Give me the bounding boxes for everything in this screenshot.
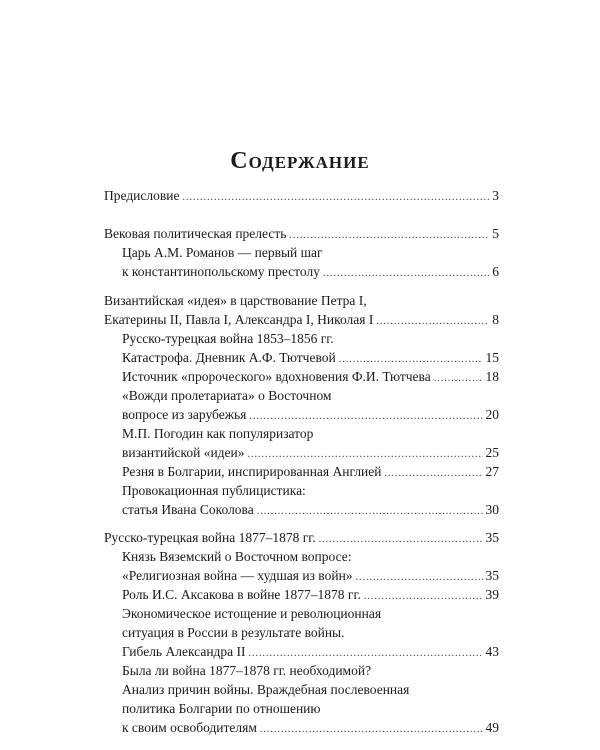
toc-subentry[interactable] <box>122 623 499 643</box>
toc-entry-text: Предисловие <box>104 188 180 203</box>
toc-entry-text: Гибель Александра II <box>122 644 246 659</box>
toc-subentry[interactable] <box>122 348 499 368</box>
toc-subentry[interactable] <box>122 329 499 349</box>
toc-entry-text: Анализ причин войны. Враждебная послевоенная <box>122 682 410 697</box>
dot-leader <box>182 188 489 208</box>
toc-page-number: 8 <box>492 312 499 327</box>
toc-entry-text: Вековая политическая прелесть <box>104 226 287 241</box>
toc-page-number: 49 <box>485 720 499 735</box>
toc-entry-text: вопросе из зарубежья <box>122 407 247 422</box>
toc-subentry[interactable] <box>122 680 499 700</box>
toc-subentry[interactable] <box>122 443 499 463</box>
toc-subentry[interactable] <box>122 481 499 501</box>
toc-page-number: 35 <box>485 530 499 545</box>
toc-entry-text: Русско-турецкая война 1853–1856 гг. <box>122 331 334 346</box>
toc-page-number: 20 <box>485 407 499 422</box>
toc-entry[interactable] <box>104 528 499 548</box>
toc-entry-text: Екатерины II, Павла I, Александра I, Николая I <box>104 312 374 327</box>
toc-entry-text: Византийская «идея» в царствование Петра I, <box>104 293 367 308</box>
toc-subentry[interactable] <box>122 699 499 719</box>
toc-entry-text: Русско-турецкая война 1877–1878 гг. <box>104 530 316 545</box>
toc-entry-text: «Религиозная война — худшая из войн» <box>122 568 353 583</box>
toc-entry-text: Источник «пророческого» вдохновения Ф.И. Тютчева <box>122 369 431 384</box>
toc-page-number: 5 <box>492 226 499 241</box>
toc-page-number: 27 <box>485 464 499 479</box>
toc-entry-text: Царь А.М. Романов — первый шаг <box>122 245 323 260</box>
toc-page-number: 39 <box>485 587 499 602</box>
dot-leader <box>323 264 489 284</box>
toc-entry-text: политика Болгарии по отношению <box>122 701 321 716</box>
toc-entry-text: Резня в Болгарии, инспирированная Англией <box>122 464 382 479</box>
dot-leader <box>257 502 483 522</box>
toc-entry-text: М.П. Погодин как популяризатор <box>122 426 314 441</box>
toc-entry-text: Князь Вяземский о Восточном вопросе: <box>122 549 352 564</box>
toc-entry[interactable] <box>104 310 499 330</box>
toc-subentry[interactable] <box>122 642 499 662</box>
toc-page-number: 15 <box>485 350 499 365</box>
toc-entry[interactable] <box>104 224 499 244</box>
toc-entry-text: к своим освободителям <box>122 720 257 735</box>
toc-subentry[interactable] <box>122 604 499 624</box>
toc-entry-preface[interactable] <box>104 186 499 206</box>
toc-entry-text: статья Ивана Соколова <box>122 502 254 517</box>
toc-entry-text: Была ли война 1877–1878 гг. необходимой? <box>122 663 372 678</box>
toc-subentry[interactable] <box>122 367 499 387</box>
toc-entry-text: Катастрофа. Дневник А.Ф. Тютчевой <box>122 350 336 365</box>
toc-subentry[interactable] <box>122 566 499 586</box>
toc-entry-text: византийской «идеи» <box>122 445 245 460</box>
toc-subentry[interactable] <box>122 718 499 738</box>
toc-page-number: 43 <box>485 644 499 659</box>
toc-page-number: 3 <box>492 188 499 203</box>
toc-subentry[interactable] <box>122 547 499 567</box>
page-title: Содержание <box>230 148 370 174</box>
toc-page-number: 25 <box>485 445 499 460</box>
toc-page-number: 18 <box>485 369 499 384</box>
toc-entry[interactable] <box>104 291 499 311</box>
toc-subentry[interactable] <box>122 262 499 282</box>
toc-subentry[interactable] <box>122 585 499 605</box>
toc-subentry[interactable] <box>122 500 499 520</box>
toc-subentry[interactable] <box>122 243 499 263</box>
toc-subentry[interactable] <box>122 661 499 681</box>
toc-subentry[interactable] <box>122 462 499 482</box>
toc-subentry[interactable] <box>122 405 499 425</box>
toc-entry-text: к константинопольскому престолу <box>122 264 320 279</box>
toc-entry-text: «Вожди пролетариата» о Восточном <box>122 388 332 403</box>
toc-page-number: 6 <box>492 264 499 279</box>
toc-subentry[interactable] <box>122 424 499 444</box>
toc-subentry[interactable] <box>122 386 499 406</box>
toc-entry-text: Экономическое истощение и революционная <box>122 606 382 621</box>
toc-page-number: 30 <box>485 502 499 517</box>
toc-entry-text: ситуация в России в результате войны. <box>122 625 345 640</box>
toc-page-number: 35 <box>485 568 499 583</box>
toc-entry-text: Провокационная публицистика: <box>122 483 306 498</box>
dot-leader <box>260 720 483 740</box>
toc-entry-text: Роль И.С. Аксакова в войне 1877–1878 гг. <box>122 587 361 602</box>
